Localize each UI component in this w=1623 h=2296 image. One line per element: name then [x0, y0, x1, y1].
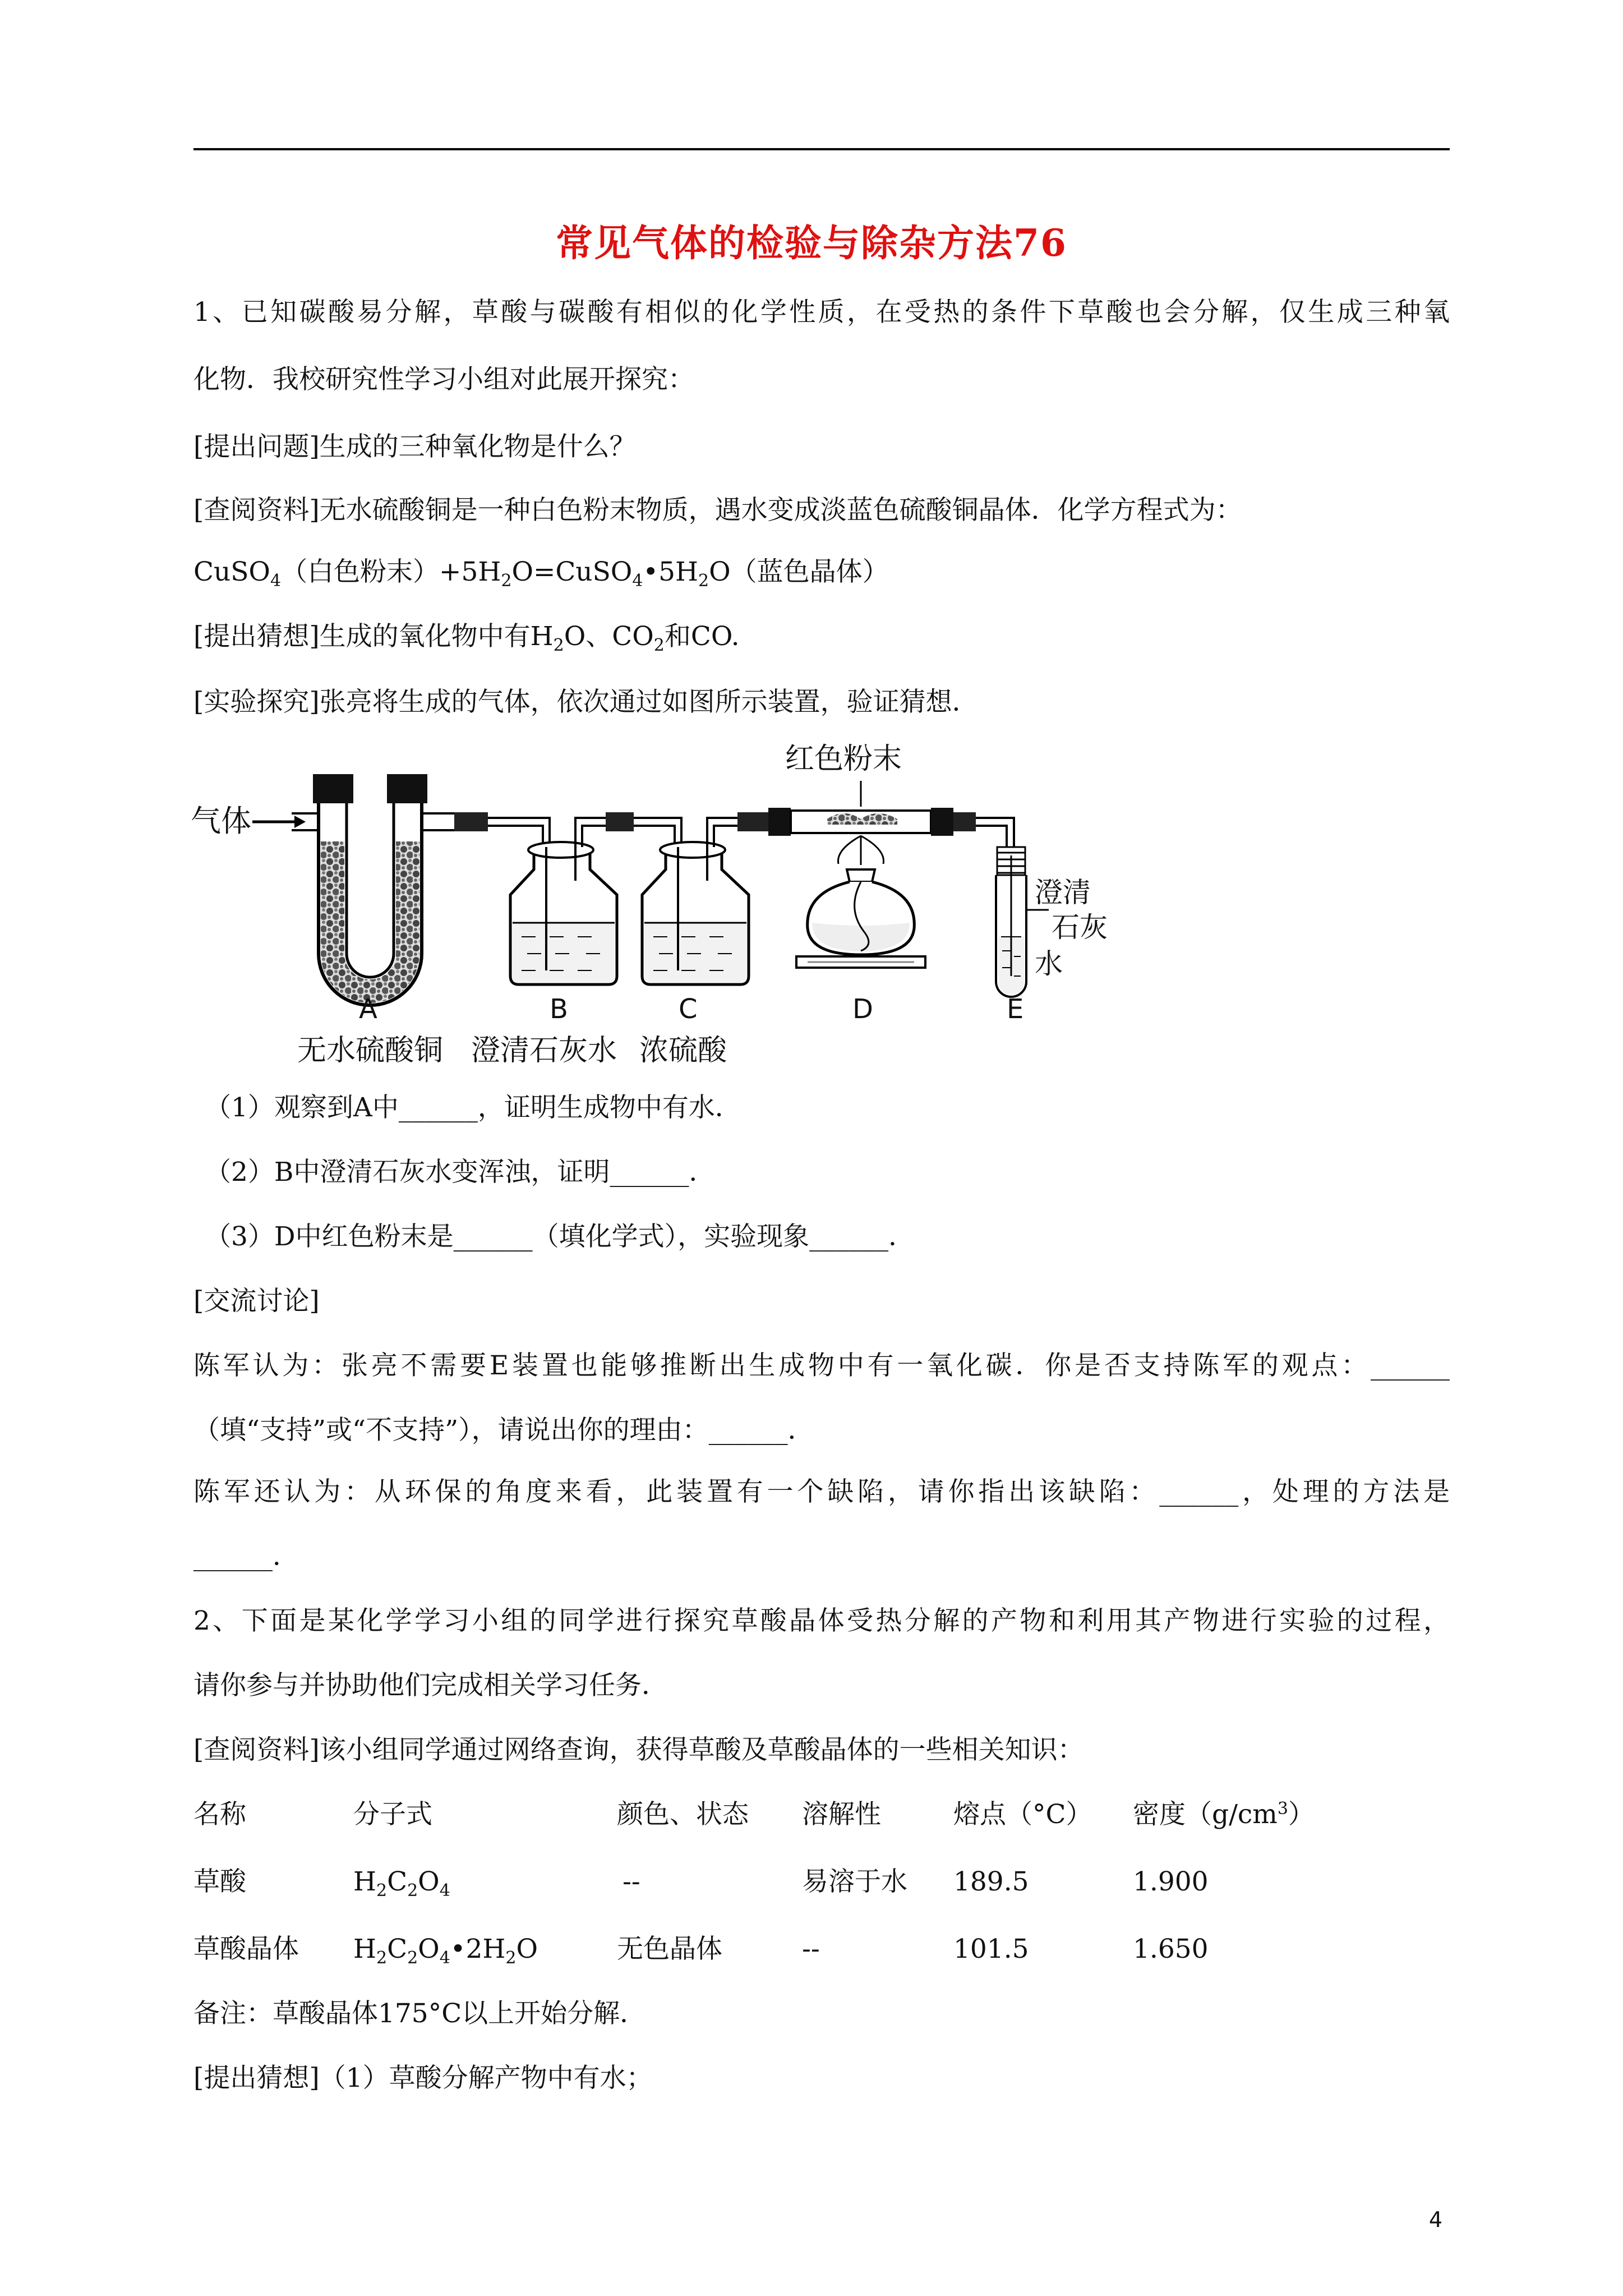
letter-d: D [852, 993, 873, 1025]
header-melting: 熔点（°C） [953, 1799, 1092, 1830]
row-formula: $H_2C_2O_4•2H_2O$ [353, 1934, 538, 1968]
q1-sub-3: （3）D中红色粉末是______（填化学式），实验现象______． [205, 1221, 915, 1252]
q1-guess: [提出猜想]生成的氧化物中有$H_2O$、$CO_2$和CO. [193, 621, 740, 655]
q1-intro-line-2: 化物．我校研究性学习小组对此展开探究： [193, 364, 694, 395]
q1-sub-1: （1）观察到A中______，证明生成物中有水． [205, 1092, 741, 1123]
stopper-right [387, 774, 427, 803]
row-density: 1.900 [1133, 1866, 1209, 1897]
page-number: 4 [1428, 2207, 1442, 2232]
row-name: 草酸 [193, 1866, 246, 1897]
caption-c: 浓硫酸 [639, 1034, 727, 1068]
page-title: 常见气体的检验与除杂方法76 [556, 221, 1067, 265]
red-powder-label: 红色粉末 [785, 742, 902, 776]
letter-e: E [1007, 993, 1024, 1025]
row-formula: $H_2C_2O_4$ [353, 1866, 450, 1901]
q1-research: [查阅资料]无水硫酸铜是一种白色粉末物质，遇水变成淡蓝色硫酸铜晶体．化学方程式为： [193, 495, 1242, 526]
q1-problem: [提出问题]生成的三种氧化物是什么？ [193, 431, 636, 462]
bottle-b [510, 842, 617, 984]
limewater-label-1: 澄清 [1035, 876, 1091, 909]
q1-equation: CuSO$_4$（白色粉末）$+5H_2O=CuSO_4•5H_2O$（蓝色晶体） [193, 556, 889, 591]
q1-explore: [实验探究]张亮将生成的气体，依次通过如图所示装置，验证猜想． [193, 687, 979, 717]
q2-intro-line-2: 请你参与并协助他们完成相关学习任务． [193, 1670, 668, 1701]
row-color-state: -- [623, 1866, 640, 1897]
combustion-tube-d [768, 742, 953, 968]
caption-a: 无水硫酸铜 [297, 1034, 444, 1068]
letter-b: B [550, 993, 568, 1025]
row-density: 1.650 [1133, 1934, 1209, 1964]
q1-discussion: [交流讨论] [193, 1286, 320, 1317]
q1-intro-line-1: 1、已知碳酸易分解，草酸与碳酸有相似的化学性质，在受热的条件下草酸也会分解，仅生成三种氧 [193, 297, 1450, 328]
gas-label: 气体 [191, 803, 251, 839]
header-rule [193, 148, 1450, 150]
header-formula: 分子式 [353, 1799, 432, 1830]
letter-a: A [359, 993, 377, 1025]
row-solubility: 易溶于水 [802, 1866, 907, 1897]
test-tube-e [996, 847, 1108, 997]
row-melting: 189.5 [953, 1866, 1029, 1897]
q1-chen-2-line-2: ______． [193, 1541, 299, 1572]
header-density: 密度$(g/cm^3)$ [1133, 1799, 1315, 1830]
header-solubility: 溶解性 [802, 1799, 881, 1830]
u-tube-a [292, 774, 454, 1005]
header-name: 名称 [193, 1799, 246, 1830]
row-solubility: -- [802, 1934, 820, 1964]
q1-chen-1-line-1: 陈军认为：张亮不需要E装置也能够推断出生成物中有一氧化碳．你是否支持陈军的观点：______ [193, 1350, 1450, 1381]
q2-guess: [提出猜想]（1）草酸分解产物中有水； [193, 2063, 653, 2093]
caption-b: 澄清石灰水 [471, 1034, 617, 1068]
q1-chen-2-line-1: 陈军还认为：从环保的角度来看，此装置有一个缺陷，请你指出该缺陷：______，处理的方法是 [193, 1476, 1450, 1507]
q2-note: 备注：草酸晶体175°C以上开始分解． [193, 1998, 647, 2029]
bottle-c [642, 842, 749, 984]
row-color-state: 无色晶体 [617, 1934, 722, 1964]
q1-chen-1-line-2: （填“支持”或“不支持”），请说出你的理由：______． [193, 1415, 814, 1446]
limewater-label-3: 水 [1035, 947, 1063, 980]
limewater-label-2: 石灰 [1052, 911, 1108, 944]
row-melting: 101.5 [953, 1934, 1029, 1964]
q2-research: [查阅资料]该小组同学通过网络查询，获得草酸及草酸晶体的一些相关知识： [193, 1734, 1084, 1765]
row-name: 草酸晶体 [193, 1934, 299, 1964]
header-color-state: 颜色、状态 [617, 1799, 749, 1830]
apparatus-diagram [191, 735, 1144, 1074]
q1-sub-2: （2）B中澄清石灰水变浑浊，证明______． [205, 1157, 716, 1188]
q2-intro-line-1: 2、下面是某化学学习小组的同学进行探究草酸晶体受热分解的产物和利用其产物进行实验的过程， [193, 1605, 1450, 1636]
letter-c: C [679, 993, 698, 1025]
stopper-left [313, 774, 353, 803]
